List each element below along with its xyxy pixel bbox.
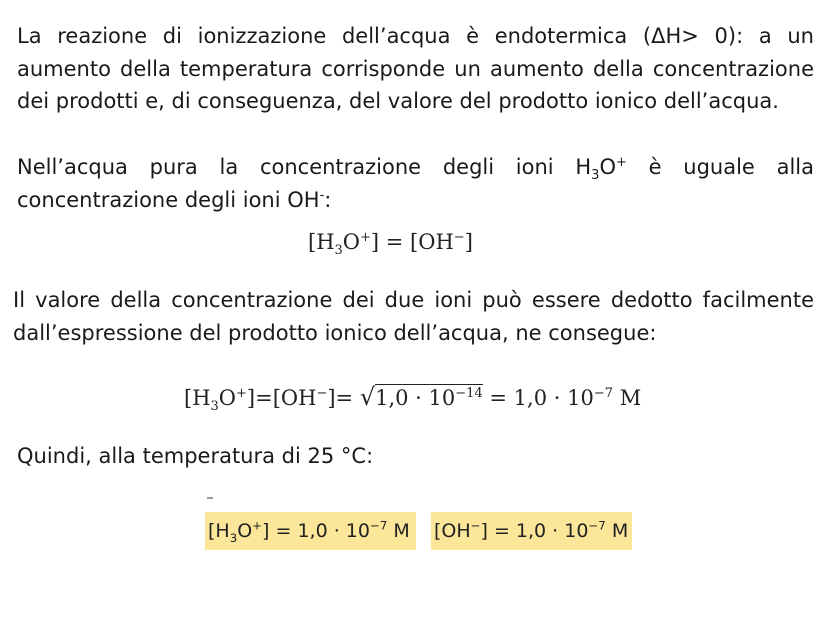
paragraph-pure-water [17,151,814,216]
eq1-lb: [H [308,230,335,254]
hl2-val: ] = 1,0 · 10 [480,520,589,542]
eq2-rad-exp: −14 [455,386,483,401]
highlight-h3o-concentration [205,512,416,550]
eq2-res-exp: −7 [593,386,614,401]
eq1-sup2: − [453,230,465,245]
paragraph-ionization: La reazione di ionizzazione dell’acqua è endotermica (ΔH> 0): a un aumento della temperatura corrisponde un aumento della concentrazione dei prodotti e, di conseguenza, del valore del prodotto ionico dell’acqua. [17,24,814,113]
eq2-mid: ]=[OH [246,386,317,410]
p2-text-c: : [324,187,332,212]
hl1-sup: + [252,518,263,533]
eq2-radicand [375,384,483,410]
eq2-unit: M [613,386,642,410]
hl1-lb: [H [208,520,230,542]
paragraph-at-25c: Quindi, alla temperatura di 25 °C: [17,444,374,468]
hl2-sup: − [470,518,481,533]
equation-equal-concentrations [308,230,473,259]
eq2-rad-base: 1,0 · 10 [375,386,456,410]
sqrt-symbol: √ [359,383,376,411]
eq2-sup: + [236,386,247,401]
eq1-mid: ] = [OH [370,230,454,254]
eq2-lb: [H [184,386,211,410]
p2-text-b: è uguale alla concentrazione degli ioni OH [17,155,814,212]
hl2-exp: −7 [588,518,606,533]
p2-sub: 3 [591,168,600,184]
eq2-sup2: − [316,386,328,401]
eq2-sub: 3 [210,399,219,415]
p2-text-a: Nell’acqua pura la concentrazione degli ioni H [17,155,592,179]
eq1-sub: 3 [334,243,343,259]
stray-dash [207,497,213,499]
eq1-o: O [342,230,361,254]
hl2-lb: [OH [434,520,471,542]
hl1-unit: M [387,520,410,542]
eq1-sup: + [360,230,371,245]
eq2-eqsign: ]= [327,386,360,410]
eq2-o: O [218,386,237,410]
p2-sup2: - [319,187,325,203]
p2-sup: + [615,155,627,170]
eq1-rb: ] [464,230,473,254]
hl1-val: ] = 1,0 · 10 [262,520,370,542]
highlight-oh-concentration [431,512,632,550]
equation-sqrt-kw [184,383,642,415]
hl1-sub: 3 [229,530,238,545]
eq2-result: = 1,0 · 10 [482,386,594,410]
hl1-exp: −7 [369,518,388,533]
hl2-unit: M [605,520,629,542]
p2-o: O [599,155,616,179]
paragraph-deduction: Il valore della concentrazione dei due ioni può essere dedotto facilmente dall’espressione del prodotto ionico dell’acqua, ne consegue: [13,288,814,345]
hl1-o: O [237,520,253,542]
